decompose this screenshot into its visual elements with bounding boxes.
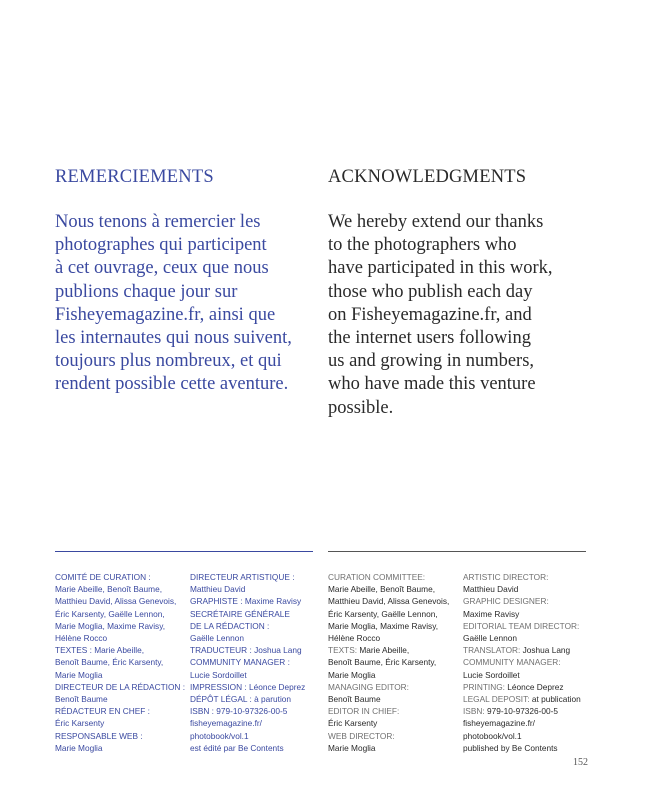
credit-line	[463, 669, 581, 681]
body-line: us and growing in numbers,	[328, 351, 535, 372]
body-line: possible.	[328, 397, 394, 418]
credit-value: fisheyemagazine.fr/	[190, 718, 262, 729]
credit-line	[55, 656, 185, 668]
credit-value: Marie Abeille,	[94, 645, 144, 656]
credit-value: 979-10-97326-00-5	[216, 706, 288, 717]
credit-line	[328, 571, 449, 583]
credit-line	[463, 742, 581, 754]
credit-line	[463, 693, 581, 705]
credit-line	[190, 705, 305, 717]
credit-value: at publication	[531, 694, 581, 705]
credit-line	[463, 705, 581, 717]
credit-line	[55, 742, 185, 754]
credit-line	[328, 693, 449, 705]
body-line: photographes qui participent	[55, 235, 267, 256]
credit-line	[190, 595, 305, 607]
credit-value: Marie Abeille, Benoît Baume,	[55, 584, 162, 595]
body-line: Fisheyemagazine.fr, ainsi que	[55, 304, 276, 325]
credit-value: Maxime Ravisy	[463, 608, 520, 619]
credit-value: Benoît Baume, Éric Karsenty,	[328, 657, 437, 668]
credit-label: LEGAL DEPOSIT:	[463, 694, 532, 705]
credit-label: CURATION COMMITTEE:	[328, 572, 426, 582]
credit-line	[328, 742, 449, 754]
credit-line	[55, 620, 185, 632]
credit-value: fisheyemagazine.fr/	[463, 718, 535, 729]
credit-value: Lucie Sordoillet	[463, 669, 520, 680]
credit-value: Matthieu David	[463, 584, 519, 595]
credit-value: Matthieu David, Alissa Genevois,	[328, 596, 450, 607]
credit-value: Hélène Rocco	[328, 633, 381, 644]
credit-line	[463, 681, 581, 693]
credit-line	[463, 717, 581, 729]
body-line: have participated in this work,	[328, 258, 553, 279]
credit-value: Marie Moglia, Maxime Ravisy,	[55, 620, 166, 631]
body-line: We hereby extend our thanks	[328, 212, 544, 232]
body-line: toujours plus nombreux, et qui	[55, 351, 282, 372]
credit-label: ARTISTIC DIRECTOR:	[463, 572, 549, 582]
credit-value: photobook/vol.1	[190, 730, 249, 741]
credit-label: GRAPHISTE :	[190, 596, 245, 607]
credit-value: Léonce Deprez	[507, 681, 564, 692]
credit-line	[463, 608, 581, 620]
credit-line	[328, 620, 449, 632]
credit-line	[55, 705, 185, 717]
credit-value: Éric Karsenty, Gaëlle Lennon,	[328, 608, 438, 619]
credit-line	[55, 681, 185, 693]
credit-line	[55, 693, 185, 705]
page-number: 152	[573, 757, 588, 768]
credit-value: Lucie Sordoillet	[190, 669, 247, 680]
body-line: who have made this venture	[328, 374, 536, 395]
credit-line	[190, 644, 305, 656]
credit-value: Hélène Rocco	[55, 633, 108, 644]
credit-value: Marie Moglia, Maxime Ravisy,	[328, 620, 439, 631]
credit-line	[55, 730, 185, 742]
credit-line	[55, 583, 185, 595]
credit-line	[190, 717, 305, 729]
credit-label: IMPRESSION :	[190, 681, 250, 692]
credit-label: ISBN:	[463, 706, 487, 717]
credit-line	[328, 717, 449, 729]
credit-value: Benoît Baume	[55, 694, 108, 705]
credit-line	[190, 620, 305, 632]
credit-line	[328, 656, 449, 668]
credit-value: Marie Moglia	[55, 669, 103, 680]
french-divider	[55, 551, 313, 552]
credit-line	[55, 571, 185, 583]
credit-label: TRADUCTEUR :	[190, 645, 255, 656]
credit-value: est édité par Be Contents	[190, 742, 284, 753]
body-line: publions chaque jour sur	[55, 281, 238, 302]
credit-value: 979-10-97326-00-5	[486, 706, 559, 717]
credit-line	[328, 595, 449, 607]
credit-value: Gaëlle Lennon	[463, 633, 517, 644]
credit-value: Joshua Lang	[522, 645, 571, 656]
credit-label: COMITÉ DE CURATION :	[55, 572, 151, 582]
body-line: à cet ouvrage, ceux que nous	[55, 258, 269, 279]
credit-value: Marie Abeille, Benoît Baume,	[328, 584, 435, 595]
credit-line	[463, 595, 581, 607]
credit-line	[328, 681, 449, 693]
credit-label: DIRECTEUR DE LA RÉDACTION :	[55, 681, 186, 692]
credit-line	[190, 681, 305, 693]
credit-line	[328, 583, 449, 595]
french-body	[55, 211, 315, 397]
body-line: to the photographers who	[328, 235, 517, 256]
credit-line	[55, 608, 185, 620]
english-credits-column-1	[328, 571, 449, 754]
credit-label: DIRECTEUR ARTISTIQUE :	[190, 572, 295, 582]
body-line: rendent possible cette aventure.	[55, 374, 289, 395]
credit-value: Éric Karsenty, Gaëlle Lennon,	[55, 608, 165, 619]
credit-label: SECRÉTAIRE GÉNÉRALE	[190, 608, 290, 619]
credit-value: Marie Moglia	[328, 669, 376, 680]
credit-line	[55, 595, 185, 607]
credit-line	[463, 644, 581, 656]
body-line: the internet users following	[328, 328, 531, 349]
credit-value: Maxime Ravisy	[244, 596, 302, 607]
credit-line	[463, 583, 581, 595]
french-credits-column-1	[55, 571, 185, 754]
credit-value: Benoît Baume	[328, 694, 381, 705]
credit-line	[463, 620, 581, 632]
credit-line	[55, 632, 185, 644]
credit-line	[190, 730, 305, 742]
credit-line	[463, 632, 581, 644]
credit-line	[328, 669, 449, 681]
credit-line	[190, 742, 305, 754]
credit-line	[190, 608, 305, 620]
credit-value: Éric Karsenty	[328, 718, 378, 729]
credit-line	[190, 632, 305, 644]
credit-line	[463, 730, 581, 742]
credit-value: photobook/vol.1	[463, 730, 522, 741]
body-line: on Fisheyemagazine.fr, and	[328, 304, 532, 325]
body-line: les internautes qui nous suivent,	[55, 328, 292, 349]
credit-label: RÉDACTEUR EN CHEF :	[55, 706, 150, 717]
credit-line	[463, 571, 581, 583]
credit-line	[328, 632, 449, 644]
credit-value: à parution	[254, 694, 292, 705]
credit-line	[328, 644, 449, 656]
body-line: those who publish each day	[328, 281, 533, 302]
credit-label: TRANSLATOR:	[463, 645, 523, 656]
credit-value: Matthieu David	[190, 584, 246, 595]
english-credits-column-2	[463, 571, 581, 754]
credit-label: TEXTES :	[55, 645, 95, 656]
credit-value: Joshua Lang	[254, 645, 302, 656]
credit-label: COMMUNITY MANAGER :	[190, 657, 290, 668]
french-heading: REMERCIEMENTS	[55, 167, 214, 187]
credit-value: published by Be Contents	[463, 742, 558, 753]
credit-value: Gaëlle Lennon	[190, 633, 244, 644]
credit-label: RESPONSABLE WEB :	[55, 730, 143, 741]
english-heading: ACKNOWLEDGMENTS	[328, 167, 527, 187]
credit-line	[328, 730, 449, 742]
credit-value: Léonce Deprez	[249, 681, 306, 692]
credit-label: WEB DIRECTOR:	[328, 730, 395, 741]
credit-line	[190, 583, 305, 595]
credit-line	[55, 644, 185, 656]
credit-line	[55, 669, 185, 681]
credit-value: Marie Moglia	[55, 742, 103, 753]
credit-line	[190, 693, 305, 705]
credit-value: Marie Abeille,	[359, 645, 410, 656]
credit-label: ISBN :	[190, 706, 217, 717]
credit-label: EDITOR IN CHIEF:	[328, 706, 400, 717]
credit-label: DÉPÔT LÉGAL :	[190, 694, 255, 705]
credit-label: DE LA RÉDACTION :	[190, 620, 270, 631]
body-line: Nous tenons à remercier les	[55, 212, 261, 232]
credit-line	[190, 656, 305, 668]
credit-label: TEXTS:	[328, 645, 360, 656]
credit-line	[328, 608, 449, 620]
french-credits-column-2	[190, 571, 305, 754]
credit-label: COMMUNITY MANAGER:	[463, 657, 561, 668]
english-body	[328, 211, 590, 420]
credit-line	[190, 669, 305, 681]
english-divider	[328, 551, 586, 552]
credit-line	[190, 571, 305, 583]
credit-label: MANAGING EDITOR:	[328, 681, 409, 692]
credit-label: EDITORIAL TEAM DIRECTOR:	[463, 620, 580, 631]
credit-value: Benoît Baume, Éric Karsenty,	[55, 657, 164, 668]
credit-label: PRINTING:	[463, 681, 508, 692]
credit-label: GRAPHIC DESIGNER:	[463, 596, 549, 607]
credit-line	[463, 656, 581, 668]
credit-value: Matthieu David, Alissa Genevois,	[55, 596, 177, 607]
credit-line	[328, 705, 449, 717]
credit-value: Éric Karsenty	[55, 718, 105, 729]
credit-line	[55, 717, 185, 729]
credit-value: Marie Moglia	[328, 742, 376, 753]
